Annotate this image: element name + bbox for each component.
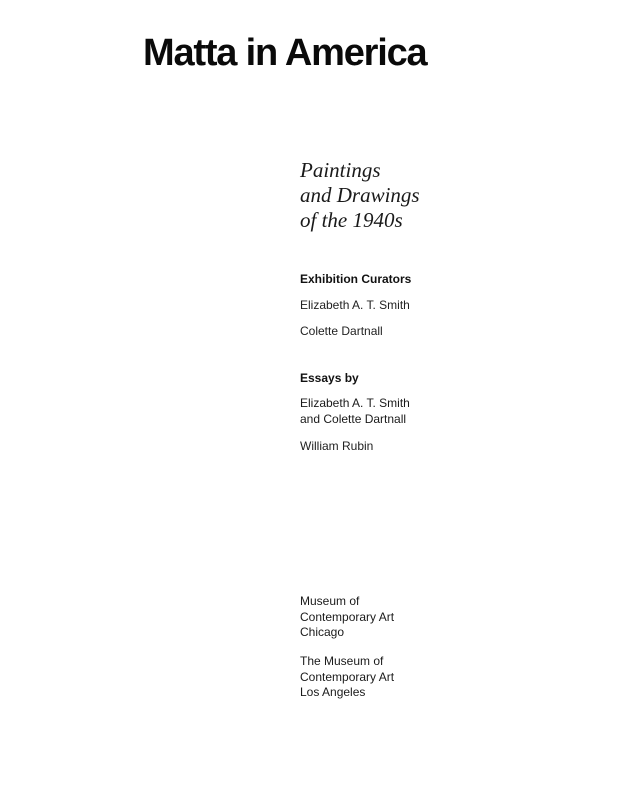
curators-heading: Exhibition Curators (300, 272, 412, 286)
curator-name: Colette Dartnall (300, 324, 383, 338)
subtitle-line: and Drawings (300, 183, 420, 207)
publisher-line: Contemporary Art (300, 609, 395, 624)
essay-author-line: and Colette Dartnall (300, 411, 407, 426)
publisher-los-angeles (300, 654, 394, 701)
essay-author: William Rubin (300, 439, 374, 453)
publisher-chicago (300, 594, 394, 641)
publisher-line: Museum of (300, 594, 360, 608)
essay-author (300, 396, 410, 427)
essay-author-line: Elizabeth A. T. Smith (300, 396, 410, 410)
book-subtitle (300, 158, 420, 233)
publisher-line: Los Angeles (300, 685, 366, 699)
subtitle-line: of the 1940s (300, 208, 403, 232)
book-title: Matta in America (143, 32, 427, 74)
publisher-line: Chicago (300, 625, 345, 639)
publisher-line: The Museum of (300, 654, 384, 668)
subtitle-line: Paintings (300, 158, 381, 182)
essays-heading: Essays by (300, 371, 359, 385)
curator-name: Elizabeth A. T. Smith (300, 298, 410, 312)
publisher-line: Contemporary Art (300, 669, 395, 684)
